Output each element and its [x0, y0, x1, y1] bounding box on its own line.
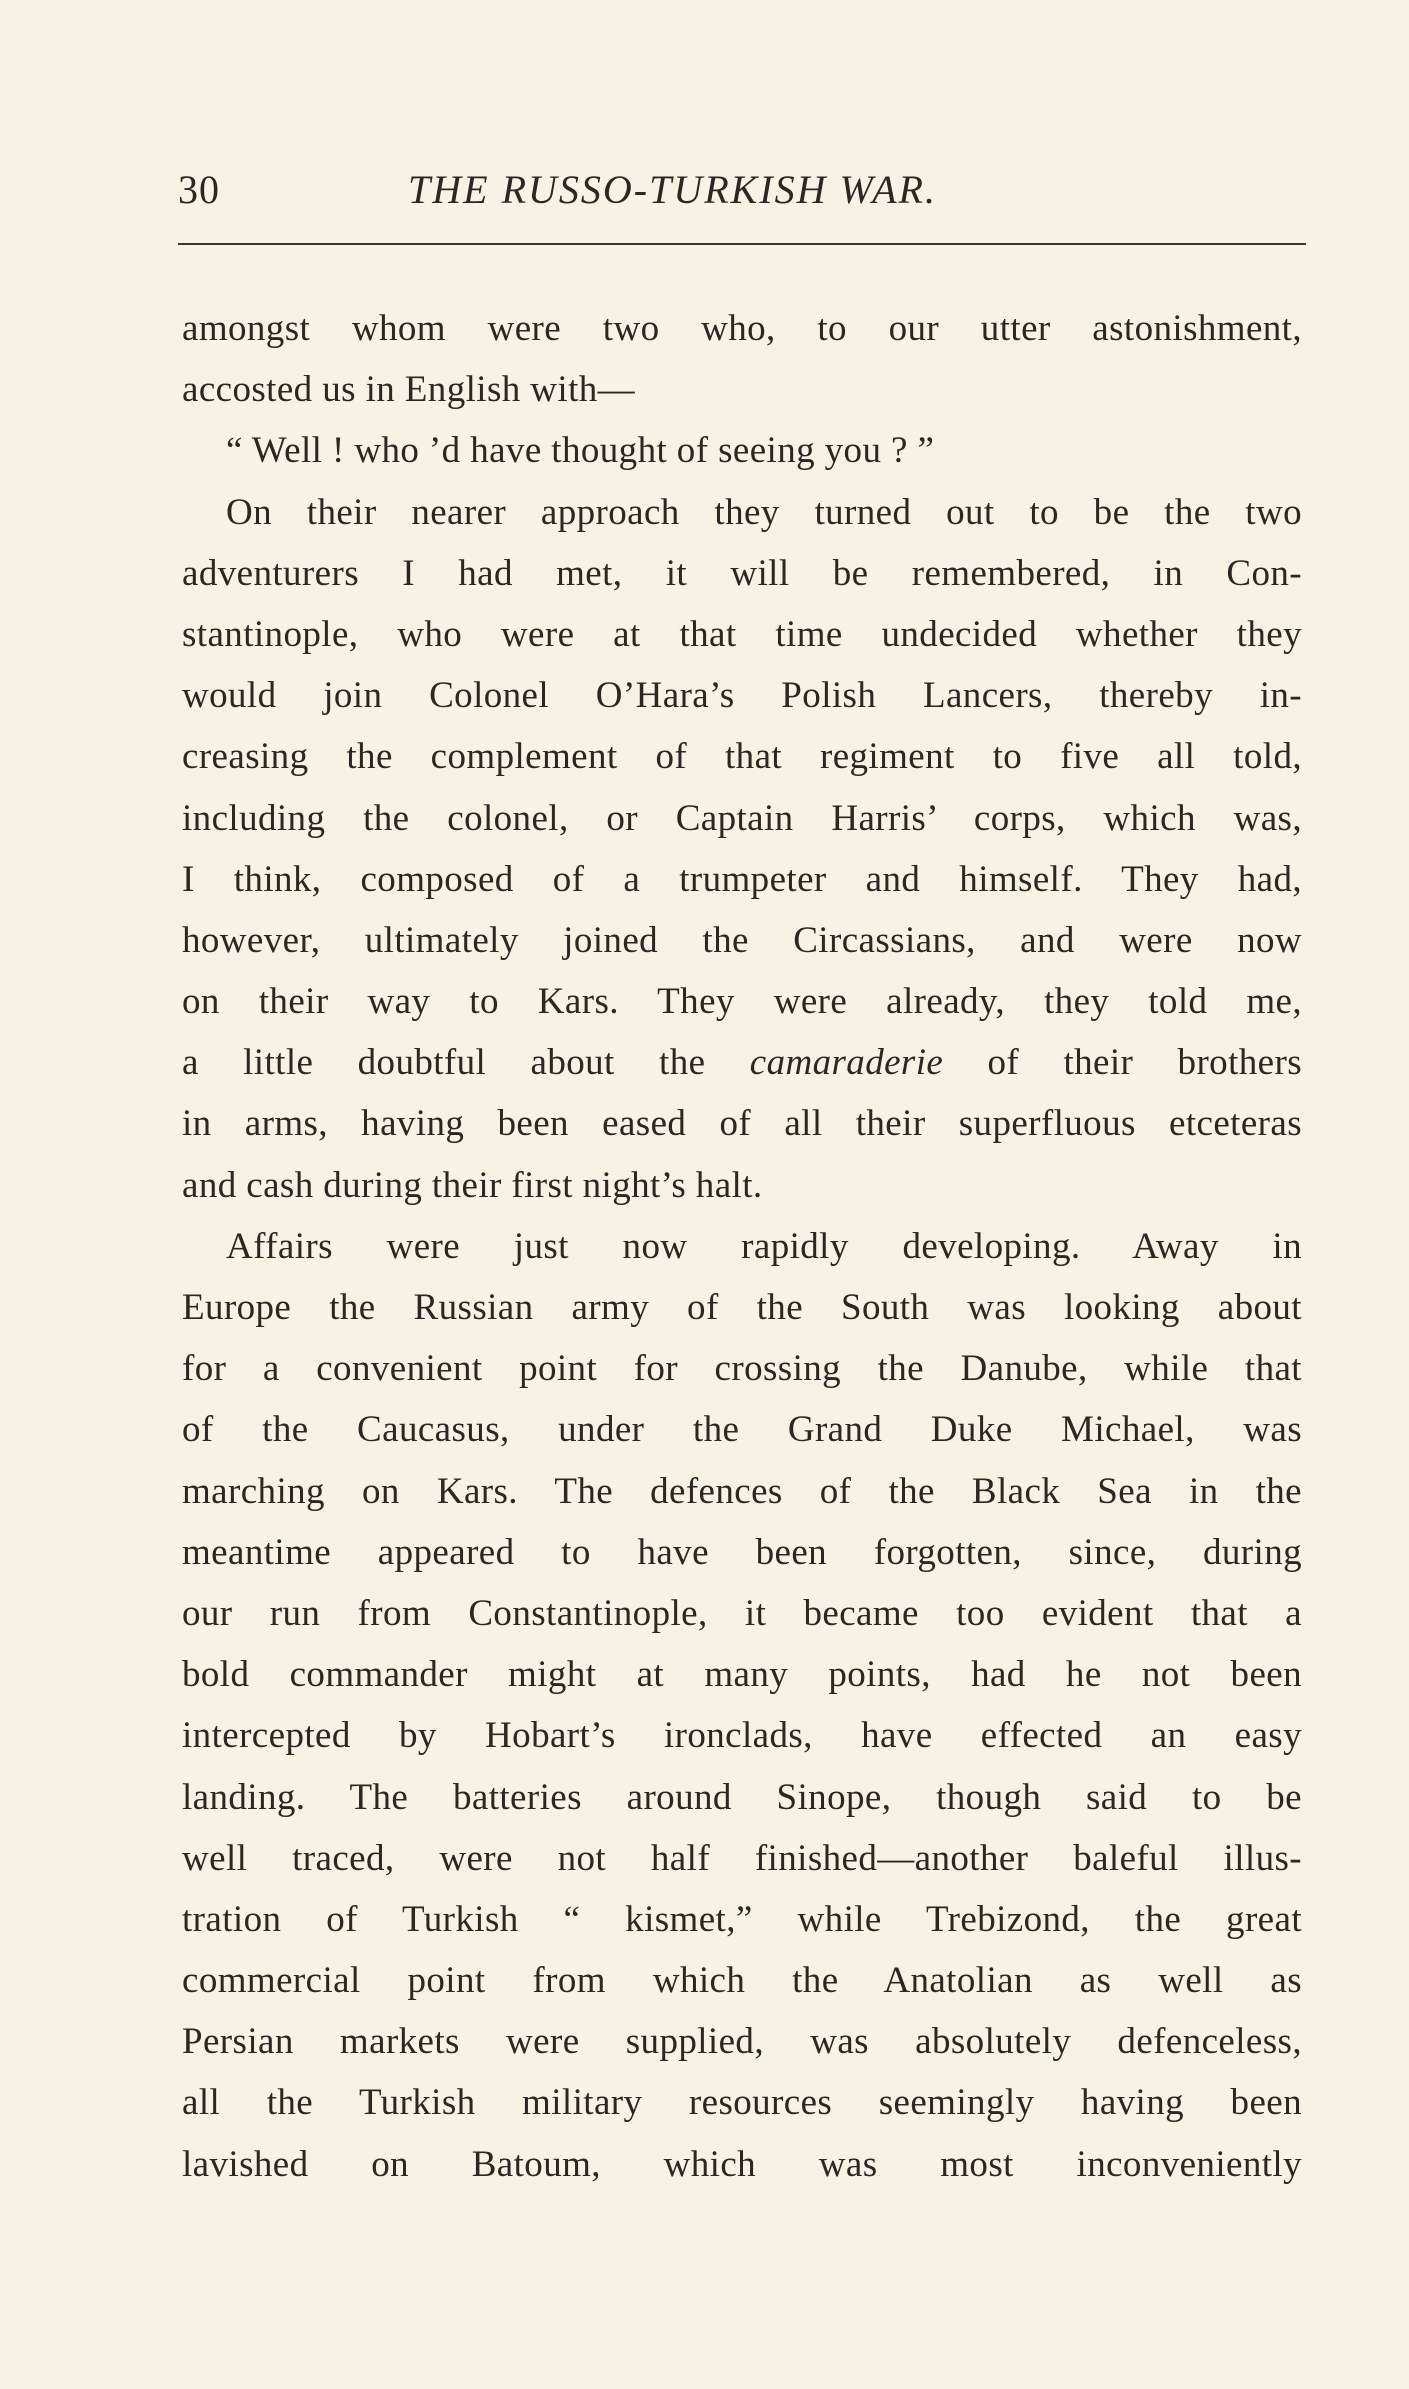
- text-line: Europe the Russian army of the South was looking about: [182, 1287, 1302, 1328]
- text-segment: of their brothers: [987, 1042, 1303, 1084]
- italic-phrase: camaraderie: [749, 1042, 944, 1084]
- text-line: and cash during their first night’s halt.: [182, 1164, 763, 1206]
- text-line: bold commander might at many points, had he not been: [182, 1654, 1302, 1696]
- text-line: lavished on Batoum, which was most inconveniently: [182, 2143, 1302, 2185]
- text-line: meantime appeared to have been forgotten, since, during: [182, 1531, 1302, 1573]
- text-line: “ Well ! who ’d have thought of seeing you ? ”: [226, 430, 935, 472]
- text-line: intercepted by Hobart’s ironclads, have effected an easy: [182, 1715, 1302, 1757]
- text-line: On their nearer approach they turned out to be the two: [226, 491, 1302, 533]
- text-line: tration of Turkish “ kismet,” while Trebizond, the great: [182, 1898, 1302, 1940]
- text-segment: a little doubtful about the: [182, 1042, 706, 1084]
- text-line: would join Colonel O’Hara’s Polish Lancers, thereby in-: [182, 675, 1302, 717]
- text-line: on their way to Kars. They were already, they told me,: [182, 981, 1302, 1023]
- running-head: THE RUSSO-TURKISH WAR.: [408, 167, 937, 212]
- text-line: of the Caucasus, under the Grand Duke Michael, was: [182, 1409, 1302, 1451]
- text-line: marching on Kars. The defences of the Black Sea in the: [182, 1470, 1302, 1512]
- page-number: 30: [178, 167, 220, 212]
- text-line: however, ultimately joined the Circassians, and were now: [182, 919, 1302, 961]
- text-line: accosted us in English with—: [182, 369, 636, 411]
- text-line: creasing the complement of that regiment to five all told,: [182, 736, 1302, 778]
- body-text: [182, 298, 1302, 2195]
- text-line: [182, 1032, 1302, 1093]
- text-line: landing. The batteries around Sinope, though said to be: [182, 1776, 1302, 1818]
- text-line: adventurers I had met, it will be remembered, in Con-: [182, 552, 1302, 594]
- text-line: Affairs were just now rapidly developing. Away in: [226, 1225, 1302, 1267]
- text-line: all the Turkish military resources seemingly having been: [182, 2082, 1302, 2124]
- text-line: in arms, having been eased of all their superfluous etceteras: [182, 1103, 1302, 1145]
- text-line: commercial point from which the Anatolian as well as: [182, 1960, 1302, 2002]
- text-line: amongst whom were two who, to our utter astonishment,: [182, 308, 1302, 349]
- text-line: stantinople, who were at that time undecided whether they: [182, 613, 1302, 655]
- text-line: I think, composed of a trumpeter and himself. They had,: [182, 858, 1302, 900]
- text-line: Persian markets were supplied, was absolutely defenceless,: [182, 2021, 1302, 2063]
- text-line: for a convenient point for crossing the Danube, while that: [182, 1348, 1302, 1390]
- page-header: [178, 160, 1308, 220]
- text-line: our run from Constantinople, it became too evident that a: [182, 1592, 1302, 1634]
- text-line: including the colonel, or Captain Harris’ corps, which was,: [182, 797, 1302, 839]
- header-rule: [178, 243, 1306, 245]
- text-line: well traced, were not half finished—another baleful illus-: [182, 1837, 1302, 1879]
